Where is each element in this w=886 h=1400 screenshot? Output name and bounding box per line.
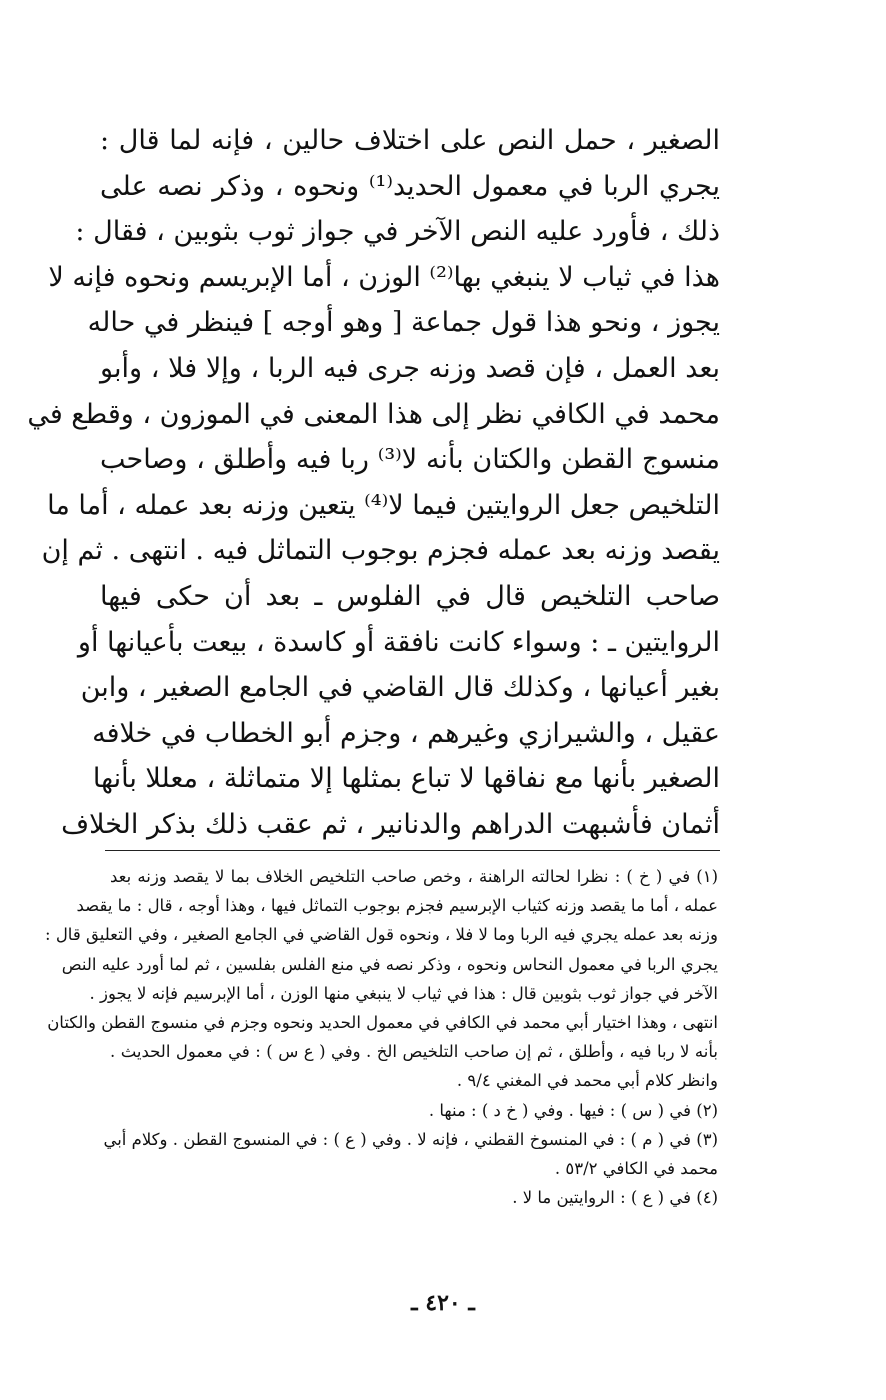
footnote-separator [105,850,720,851]
main-text-block [27,118,720,848]
text-line: بغير أعيانها ، وكذلك قال القاضي في الجامع الصغير ، وابن [80,672,720,704]
text-line: محمد في الكافي نظر إلى هذا المعنى في الموزون ، وقطع في [27,398,720,430]
footnote-line: (١) في ( خ ) : نظرا لحالته الراهنة ، وخص صاحب التلخيص الخلاف بما لا يقصد وزنه بعد [110,867,718,886]
footnote-line: وانظر كلام أبي محمد في المغني ٩/٤ . [456,1071,718,1091]
footnote-line: (٢) في ( س ) : فيها . وفي ( خ د ) : منها . [428,1100,718,1120]
text-line: الصغير ، حمل النص على اختلاف حالين ، فإنه لما قال : [100,125,720,156]
page-number: ـ ٤٢٠ ـ [411,1290,475,1316]
text-line: ذلك ، فأورد عليه النص الآخر في جواز ثوب بثوبين ، فقال : [75,216,720,248]
footnote-line: (٣) في ( م ) : في المنسوخ القطني ، فإنه لا . وفي ( ع ) : في المنسوج القطن . وكلام أبي [103,1129,718,1149]
footnote-line: انتهى ، وهذا اختيار أبي محمد في الكافي في معمول الحديد ونحوه وجزم في منسوج القطن والكتان [47,1012,718,1032]
footnote-line: (٤) في ( ع ) : الروايتين ما لا . [512,1188,718,1208]
footnote-line: عمله ، أما ما يقصد وزنه كثياب الإبرسيم فجزم بوجوب التماثل فيها ، وهذا أوجه ، قال : ما يقصد [76,896,718,916]
text-line: هذا في ثياب لا ينبغي بها⁽²⁾ الوزن ، أما الإبريسم ونحوه فإنه لا [48,261,720,293]
text-line: منسوج القطن والكتان بأنه لا⁽³⁾ ربا فيه وأطلق ، وصاحب [100,444,720,476]
text-line: الروايتين ـ : وسواء كانت نافقة أو كاسدة ، بيعت بأعيانها أو [77,626,720,658]
text-line: عقيل ، والشيرازي وغيرهم ، وجزم أبو الخطاب في خلافه [92,717,720,749]
text-line: أثمان فأشبهت الدراهم والدنانير ، ثم عقب ذلك بذكر الخلاف [61,808,720,840]
footnotes-block [45,862,718,1212]
text-line: صاحب التلخيص قال في الفلوس ـ بعد أن حكى فيها [100,580,720,612]
footnote-line: بأنه لا ربا فيه ، وأطلق ، ثم إن صاحب التلخيص الخ . وفي ( ع س ) : في معمول الحديث . [110,1042,718,1062]
text-line: يجوز ، ونحو هذا قول جماعة [ وهو أوجه ] فينظر في حاله [87,307,720,339]
text-line: الصغير بأنها مع نفاقها لا تباع بمثلها إلا متماثلة ، معللا بأنها [92,763,720,795]
footnote-line: يجري الربا في معمول النحاس ونحوه ، وذكر نصه في منع الفلس بفلسين ، ثم لما أورد عليه النص [61,954,718,974]
text-line: يقصد وزنه بعد عمله فجزم بوجوب التماثل فيه . انتهى . ثم إن [41,535,720,567]
footnote-line: محمد في الكافي ٥٣/٢ . [554,1158,718,1178]
text-line: يجري الربا في معمول الحديد⁽¹⁾ ونحوه ، وذكر نصه على [100,170,720,202]
footnote-line: الآخر في جواز ثوب بثوبين قال : هذا في ثياب لا ينبغي منها الوزن ، أما الإبرسيم فإنه لا يجوز . [89,983,718,1003]
text-line: التلخيص جعل الروايتين فيما لا⁽⁴⁾ يتعين وزنه بعد عمله ، أما ما [47,489,720,521]
text-line: بعد العمل ، فإن قصد وزنه جرى فيه الربا ، وإلا فلا ، وأبو [100,352,720,384]
footnote-line: وزنه بعد عمله يجري فيه الربا وما لا فلا ، ونحوه قول القاضي في الجامع الصغير ، وفي التعليق قال : [45,925,718,945]
